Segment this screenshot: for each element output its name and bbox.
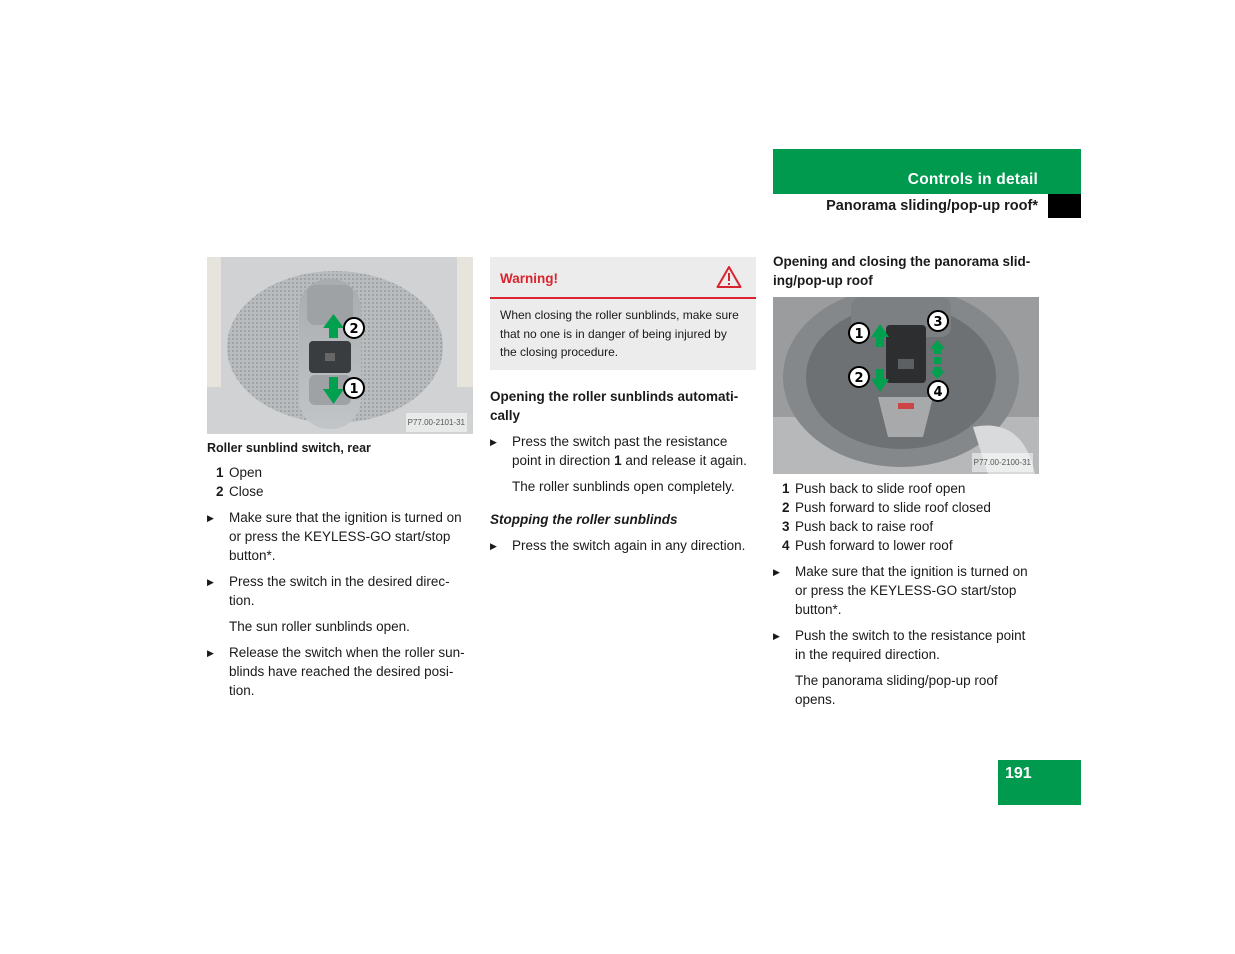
warning-box xyxy=(490,257,756,370)
legend-text: Push back to raise roof xyxy=(795,519,934,534)
legend-item xyxy=(782,517,1039,536)
legend-text: Push forward to slide roof closed xyxy=(795,500,991,515)
instruction-step: ▶ Push the switch to the resistance point in the required direction. xyxy=(773,626,1039,664)
left-column xyxy=(207,257,473,700)
svg-text:2: 2 xyxy=(854,371,864,386)
legend-item xyxy=(216,482,473,501)
right-column xyxy=(773,252,1039,709)
legend-number: 3 xyxy=(782,519,790,534)
section-title: Controls in detail xyxy=(907,171,1038,188)
instruction-step: ▶ Make sure that the ignition is turned on or press the KEYLESS-GO start/stop button*. xyxy=(207,508,473,565)
section-heading: Opening and closing the panorama slid-ing/pop-up roof xyxy=(773,254,1031,288)
legend-text: Close xyxy=(229,484,264,499)
legend-item xyxy=(782,479,1039,498)
warning-triangle-icon xyxy=(716,265,742,289)
legend-item xyxy=(216,463,473,482)
page-number-box xyxy=(998,760,1081,805)
header-black-tab xyxy=(1048,194,1081,218)
step-text: and release it again. xyxy=(621,452,747,468)
legend-text: Push forward to lower roof xyxy=(795,538,953,553)
legend-number: 2 xyxy=(216,484,224,499)
step-text: Press the switch past the resistance point in direction xyxy=(512,433,728,468)
figure-legend xyxy=(773,479,1039,555)
svg-text:1: 1 xyxy=(349,382,359,397)
roller-sunblind-switch-photo xyxy=(207,257,473,434)
middle-column xyxy=(490,257,756,555)
svg-text:3: 3 xyxy=(933,315,943,330)
instruction-step xyxy=(490,432,756,470)
legend-text: Push back to slide roof open xyxy=(795,481,966,496)
instruction-result: The panorama sliding/pop-up roof opens. xyxy=(795,673,998,707)
svg-text:1: 1 xyxy=(854,327,864,342)
subsection-title-text: Panorama sliding/pop-up roof* xyxy=(826,198,1038,214)
figure-caption: Roller sunblind switch, rear xyxy=(207,441,371,455)
legend-item xyxy=(782,536,1039,555)
instruction-step: ▶ Release the switch when the roller sun-blinds have reached the desired posi-tion. xyxy=(207,643,473,700)
legend-text: Open xyxy=(229,465,263,480)
instruction-step: ▶ Make sure that the ignition is turned on or press the KEYLESS-GO start/stop button*. xyxy=(773,562,1039,619)
warning-header xyxy=(490,257,756,299)
legend-item xyxy=(782,498,1039,517)
panorama-roof-switch-photo xyxy=(773,297,1039,474)
figure-legend xyxy=(207,463,473,501)
legend-number: 4 xyxy=(782,538,790,553)
instruction-result: The sun roller sunblinds open. xyxy=(229,619,410,634)
roller-sunblind-switch-illustration xyxy=(207,257,473,434)
step-number: 1 xyxy=(614,452,622,468)
page-number: 191 xyxy=(1005,765,1032,782)
section-heading-italic: Stopping the roller sunblinds xyxy=(490,511,678,527)
warning-text: When closing the roller sunblinds, make sure that no one is in danger of being injured by the closing procedure. xyxy=(500,308,739,359)
instruction-step: ▶ Press the switch in the desired direc-tion. xyxy=(207,572,473,610)
legend-number: 1 xyxy=(782,481,790,496)
panorama-roof-switch-illustration xyxy=(773,297,1039,474)
svg-text:2: 2 xyxy=(349,322,359,337)
figure-code: P77.00-2101-31 xyxy=(406,413,467,432)
svg-text:4: 4 xyxy=(933,385,943,400)
figure-code: P77.00-2100-31 xyxy=(972,453,1033,472)
warning-label: Warning! xyxy=(500,271,558,286)
instruction-result: The roller sunblinds open completely. xyxy=(512,478,735,494)
subsection-title xyxy=(773,194,1048,218)
section-heading: Opening the roller sunblinds automati-cally xyxy=(490,388,739,423)
instruction-step: ▶ Press the switch again in any direction. xyxy=(490,536,756,555)
legend-number: 2 xyxy=(782,500,790,515)
legend-number: 1 xyxy=(216,465,224,480)
section-header-bar xyxy=(773,149,1081,194)
